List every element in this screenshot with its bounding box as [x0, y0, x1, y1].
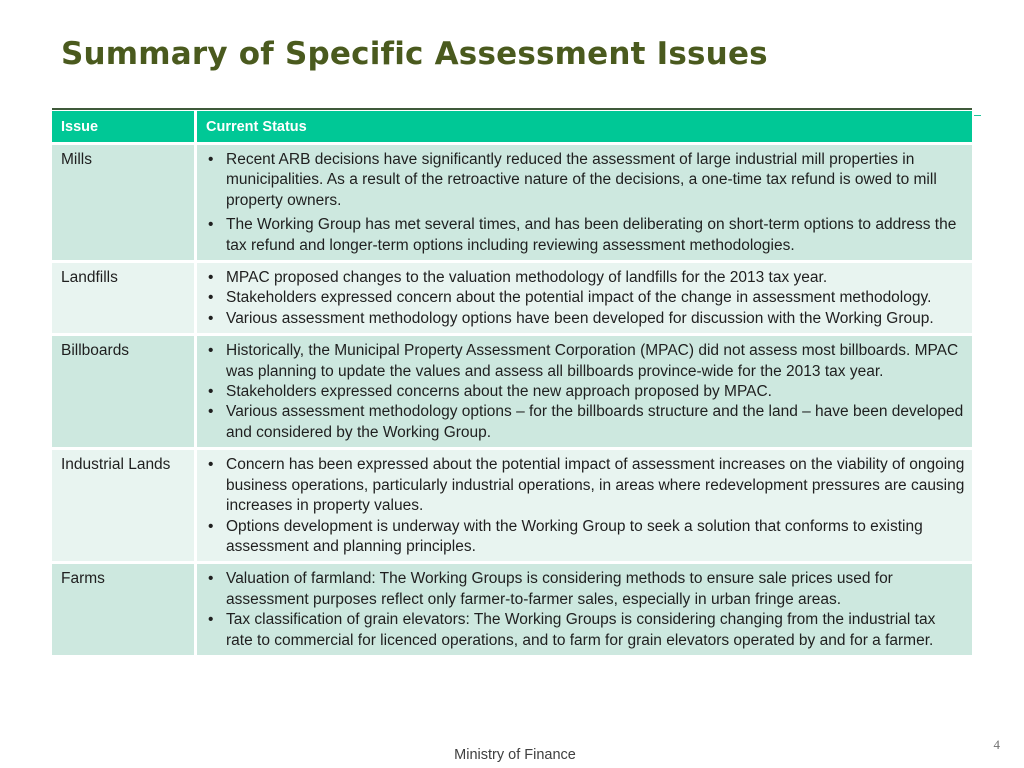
status-cell: [194, 564, 972, 658]
status-cell: [194, 263, 972, 336]
status-list: [205, 150, 966, 256]
table-row-billboards: [52, 336, 972, 450]
header-issue: Issue: [52, 111, 194, 145]
table-row-industrial-lands: [52, 450, 972, 564]
status-cell: [194, 145, 972, 263]
status-item: • Historically, the Municipal Property Assessment Corporation (MPAC) did not assess most billboards. MPAC was planning to update the values and assess all billboards province-wide for the 2013 tax year.: [205, 341, 966, 382]
status-item: • The Working Group has met several times, and has been deliberating on short-term options to address the tax refund and longer-term options including reviewing assessment methodologies.: [205, 215, 966, 256]
issue-cell: Farms: [52, 564, 194, 658]
header-current-status: Current Status: [194, 111, 972, 145]
footer-ministry: Ministry of Finance: [454, 747, 576, 763]
table-header-row: [52, 111, 972, 145]
status-item: • Various assessment methodology options – for the billboards structure and the land – have been developed and considered by the Working Group.: [205, 402, 966, 443]
status-item: • Options development is underway with the Working Group to seek a solution that conforms to existing assessment and planning principles.: [205, 517, 966, 558]
status-cell: [194, 336, 972, 450]
divider-accent: [974, 115, 981, 116]
issue-cell: Landfills: [52, 263, 194, 336]
issue-cell: Industrial Lands: [52, 450, 194, 564]
status-item: • Recent ARB decisions have significantly reduced the assessment of large industrial mill properties in municipalities. As a result of the retroactive nature of the decisions, a one-time tax refund is owed to mill property owners.: [205, 150, 966, 211]
page-number: 4: [993, 737, 1000, 752]
status-item: • Stakeholders expressed concerns about the new approach proposed by MPAC.: [205, 382, 966, 402]
title-divider: [52, 108, 972, 110]
issue-cell: Mills: [52, 145, 194, 263]
status-list: [205, 455, 966, 557]
status-item: • Valuation of farmland: The Working Groups is considering methods to ensure sale prices used for assessment purposes reflect only farmer-to-farmer sales, especially in urban fringe areas.: [205, 569, 966, 610]
status-cell: [194, 450, 972, 564]
status-item: • MPAC proposed changes to the valuation methodology of landfills for the 2013 tax year.: [205, 268, 966, 288]
table-row-landfills: [52, 263, 972, 336]
slide-title: Summary of Specific Assessment Issues: [61, 36, 768, 72]
issue-cell: Billboards: [52, 336, 194, 450]
table-row-farms: [52, 564, 972, 658]
status-item: • Tax classification of grain elevators: The Working Groups is considering changing from the industrial tax rate to commercial for licenced operations, and to farm for grain elevators operated by and for a farmer.: [205, 610, 966, 651]
status-list: [205, 341, 966, 443]
status-item: • Stakeholders expressed concern about the potential impact of the change in assessment methodology.: [205, 288, 966, 308]
table-row-mills: [52, 145, 972, 263]
status-item: • Various assessment methodology options have been developed for discussion with the Working Group.: [205, 309, 966, 329]
status-list: [205, 569, 966, 651]
status-list: [205, 268, 966, 329]
status-item: • Concern has been expressed about the potential impact of assessment increases on the viability of ongoing business operations, particularly industrial operations, in areas where redevelopment pressures are causing increases in property values.: [205, 455, 966, 516]
issues-table: [52, 111, 972, 658]
